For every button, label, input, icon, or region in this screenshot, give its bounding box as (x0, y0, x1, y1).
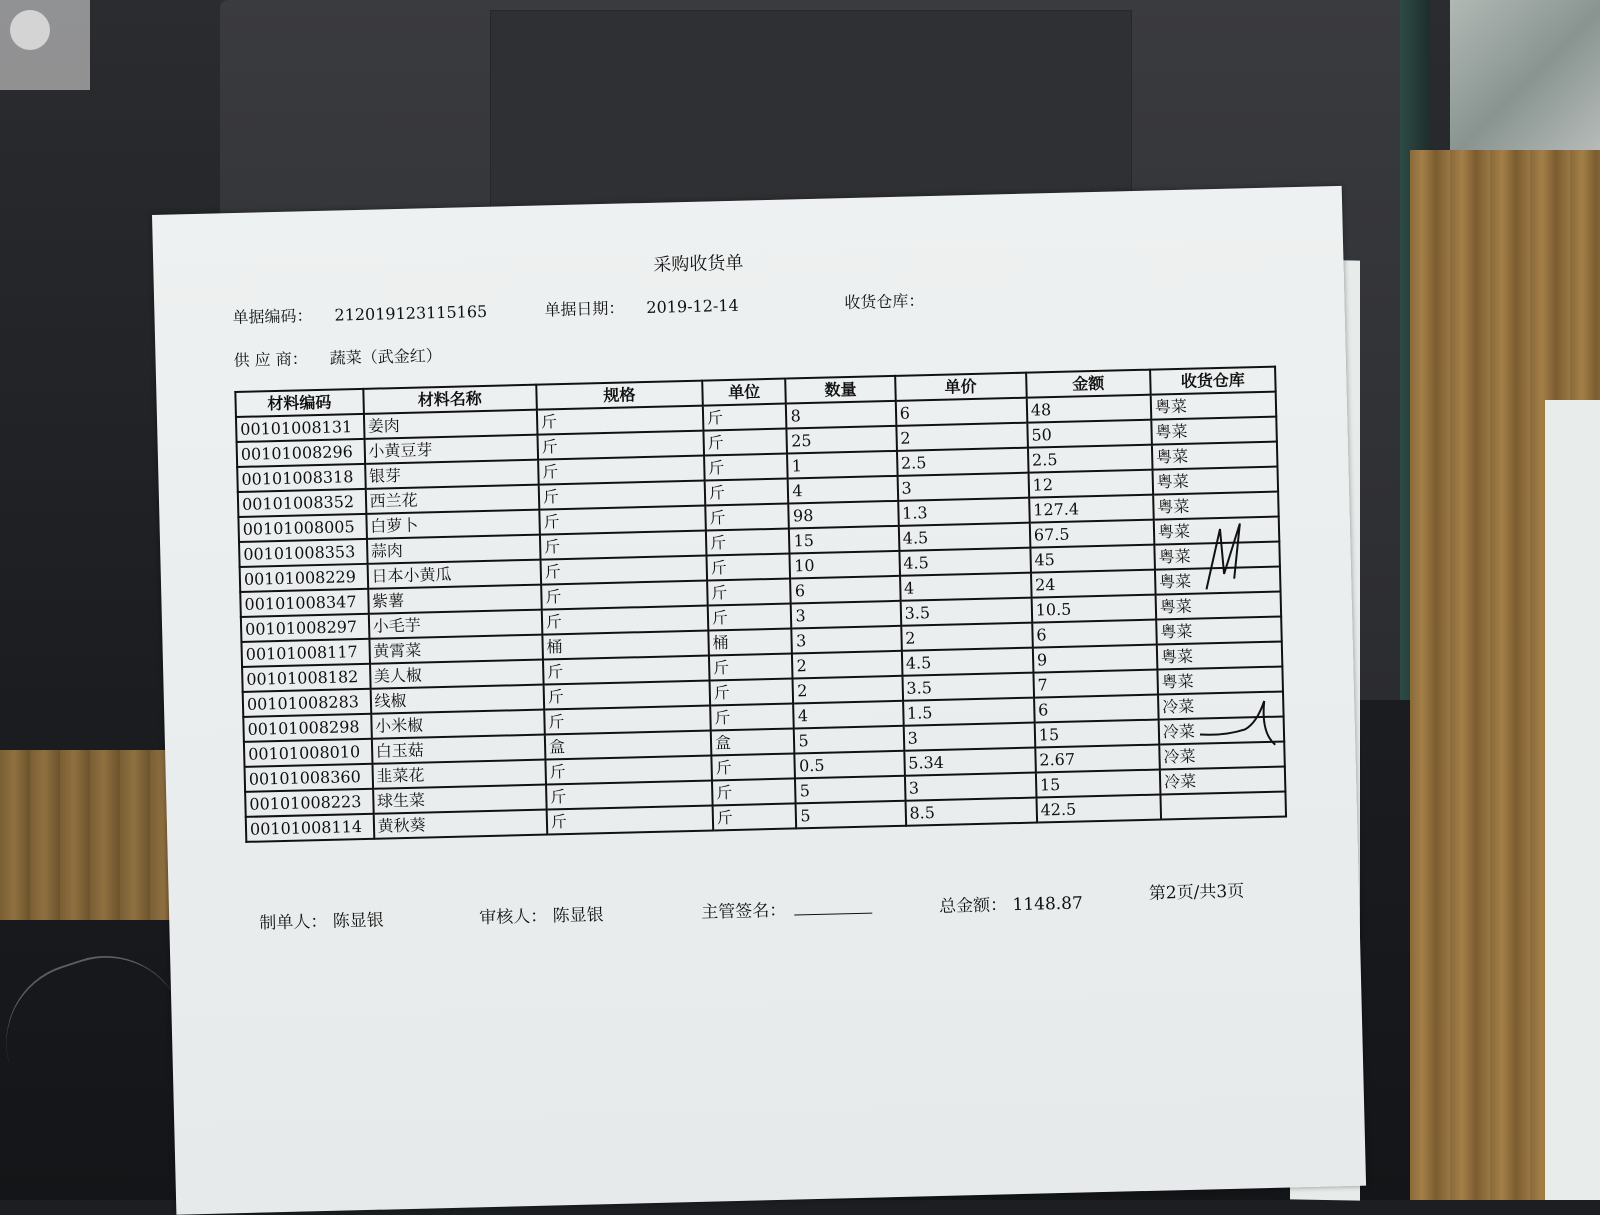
cell-price: 6 (895, 398, 1027, 426)
cell-price: 1.5 (903, 698, 1035, 726)
cell-qty: 98 (789, 501, 899, 529)
cell-warehouse: 冷菜 (1158, 692, 1284, 720)
cell-amount: 15 (1034, 720, 1159, 748)
supervisor-signature-line (794, 899, 872, 916)
cell-code: 00101008296 (237, 439, 365, 467)
cell-unit: 斤 (708, 604, 792, 631)
cell-unit: 斤 (706, 554, 790, 581)
cell-qty: 15 (789, 526, 899, 554)
cell-warehouse: 粤菜 (1155, 592, 1281, 620)
cell-name: 小黄豆芽 (364, 435, 538, 464)
wood-surface-left (0, 750, 175, 920)
cell-code: 00101008005 (238, 514, 366, 542)
doc-number: 212019123115165 (334, 301, 488, 325)
cell-warehouse: 粤菜 (1155, 567, 1281, 595)
header-spec: 规格 (536, 381, 703, 410)
supplier-label: 供 应 商： (233, 349, 308, 371)
cell-spec: 斤 (540, 531, 707, 560)
cell-name: 小米椒 (371, 710, 545, 739)
cell-unit: 斤 (712, 778, 796, 805)
reviewer-label: 审核人： (479, 906, 548, 929)
cell-unit: 斤 (711, 753, 795, 780)
cell-warehouse: 粤菜 (1151, 417, 1277, 445)
cell-name: 黄秋葵 (373, 810, 547, 839)
cell-qty: 6 (791, 576, 901, 604)
cell-code: 00101008360 (245, 764, 373, 792)
cell-price: 4.5 (899, 548, 1031, 576)
cell-code: 00101008114 (246, 814, 374, 842)
cell-spec: 斤 (542, 606, 709, 635)
cell-amount: 127.4 (1029, 495, 1154, 523)
cell-warehouse: 粤菜 (1153, 492, 1279, 520)
cell-spec: 斤 (540, 556, 707, 585)
total-label: 总金额： (938, 895, 1008, 917)
background-corner (0, 0, 90, 90)
cell-amount: 7 (1033, 670, 1158, 698)
cell-price: 3 (905, 773, 1037, 801)
supplier-row (233, 343, 442, 371)
cell-spec: 盒 (545, 731, 712, 760)
cell-unit: 斤 (705, 479, 789, 506)
cell-spec: 斤 (543, 656, 710, 685)
doc-date-row (544, 293, 739, 321)
cell-unit: 斤 (710, 703, 794, 730)
cell-price: 3.5 (900, 598, 1032, 626)
adjacent-paper (1545, 400, 1600, 1200)
cell-warehouse: 粤菜 (1156, 617, 1282, 645)
cell-name: 日本小黄瓜 (367, 560, 541, 589)
cell-name: 西兰花 (365, 485, 539, 514)
background-knob (10, 10, 50, 50)
header-name: 材料名称 (363, 385, 537, 414)
cell-code: 00101008010 (244, 739, 372, 767)
cell-price: 5.34 (904, 748, 1036, 776)
cell-unit: 斤 (703, 404, 787, 431)
cell-qty: 2 (792, 651, 902, 679)
cell-qty: 1 (787, 451, 897, 479)
cell-spec: 斤 (539, 506, 706, 535)
cell-spec: 斤 (544, 706, 711, 735)
cell-spec: 斤 (537, 406, 704, 435)
cell-price: 2.5 (897, 448, 1029, 476)
header-unit: 单位 (702, 379, 786, 406)
total-row (939, 888, 1083, 917)
cell-spec: 斤 (538, 456, 705, 485)
cell-spec: 斤 (543, 681, 710, 710)
cell-qty: 5 (795, 776, 905, 804)
cell-qty: 5 (794, 726, 904, 754)
cell-name: 姜肉 (364, 410, 538, 439)
cell-code: 00101008297 (241, 614, 369, 642)
cell-spec: 斤 (547, 805, 714, 834)
doc-number-label: 单据编码： (232, 306, 313, 328)
cell-amount: 2.5 (1028, 445, 1153, 473)
cell-spec: 斤 (541, 581, 708, 610)
cell-warehouse: 粤菜 (1157, 667, 1283, 695)
cell-qty: 4 (794, 701, 904, 729)
header-qty: 数量 (786, 376, 896, 404)
cell-warehouse: 冷菜 (1159, 717, 1285, 745)
cell-qty: 3 (791, 601, 901, 629)
cell-amount: 9 (1033, 645, 1158, 673)
cell-unit: 斤 (709, 678, 793, 705)
reviewer-name: 陈显银 (552, 905, 604, 927)
cell-price: 4.5 (898, 523, 1030, 551)
cell-qty: 8 (786, 401, 896, 429)
total-amount: 1148.87 (1012, 893, 1084, 916)
cell-code: 00101008318 (237, 464, 365, 492)
reviewer-row (479, 900, 604, 928)
cell-name: 球生菜 (373, 785, 547, 814)
cell-code: 00101008298 (243, 714, 371, 742)
doc-date-label: 单据日期： (544, 298, 625, 320)
cell-spec: 斤 (546, 780, 713, 809)
cell-warehouse: 粤菜 (1151, 392, 1277, 420)
document-title: 采购收货单 (653, 252, 744, 276)
cell-code: 00101008117 (241, 639, 369, 667)
supplier-name: 蔬菜（武金红） (329, 345, 442, 368)
cell-warehouse: 粤菜 (1154, 517, 1280, 545)
cell-unit: 桶 (708, 628, 792, 655)
cell-amount: 42.5 (1036, 795, 1161, 823)
cell-price: 2 (901, 623, 1033, 651)
cell-amount: 45 (1030, 545, 1155, 573)
cell-name: 白玉菇 (371, 735, 545, 764)
cell-unit: 盒 (711, 728, 795, 755)
doc-date: 2019-12-14 (646, 295, 739, 317)
cell-name: 黄霄菜 (369, 635, 543, 664)
cell-price: 3.5 (902, 673, 1034, 701)
cell-warehouse: 粤菜 (1154, 542, 1280, 570)
cell-code: 00101008353 (239, 539, 367, 567)
cell-unit: 斤 (705, 504, 789, 531)
receipt-paper (152, 186, 1366, 1215)
cell-name: 美人椒 (370, 660, 544, 689)
handwritten-signature-mark (1185, 518, 1257, 600)
cell-unit: 斤 (706, 529, 790, 556)
cell-qty: 3 (792, 626, 902, 654)
cell-unit: 斤 (712, 803, 796, 830)
cell-amount: 2.67 (1035, 745, 1160, 773)
cell-price: 3 (897, 473, 1029, 501)
page-info: 第2页/共3页 (1148, 881, 1245, 904)
header-price: 单价 (895, 373, 1027, 401)
cell-qty: 0.5 (795, 751, 905, 779)
cell-code: 00101008352 (238, 489, 366, 517)
cell-price: 2 (896, 423, 1028, 451)
cell-amount: 6 (1034, 695, 1159, 723)
cell-spec: 斤 (539, 481, 706, 510)
cell-qty: 4 (788, 476, 898, 504)
material-table (234, 366, 1287, 843)
cell-amount: 10.5 (1031, 595, 1156, 623)
cell-amount: 15 (1036, 770, 1161, 798)
cell-warehouse: 粤菜 (1152, 442, 1278, 470)
cell-spec: 斤 (545, 755, 712, 784)
maker-label: 制单人： (259, 911, 328, 934)
cell-amount: 67.5 (1030, 520, 1155, 548)
header-amount: 金额 (1026, 370, 1151, 398)
cell-price: 3 (903, 723, 1035, 751)
cell-amount: 50 (1027, 420, 1152, 448)
cell-name: 紫薯 (368, 585, 542, 614)
cell-qty: 10 (790, 551, 900, 579)
cell-code: 00101008283 (243, 689, 371, 717)
cell-warehouse: 粤菜 (1152, 467, 1278, 495)
warehouse-label: 收货仓库： (844, 291, 925, 313)
cell-code: 00101008347 (240, 589, 368, 617)
cell-name: 白萝卜 (366, 510, 540, 539)
cell-code: 00101008131 (236, 414, 364, 442)
handwritten-check-mark (1194, 692, 1285, 754)
cell-unit: 斤 (709, 653, 793, 680)
cell-amount: 48 (1027, 395, 1152, 423)
cell-warehouse: 粤菜 (1157, 642, 1283, 670)
cell-warehouse: 冷菜 (1160, 766, 1286, 794)
cell-name: 韭菜花 (372, 760, 546, 789)
warehouse-row (844, 288, 925, 313)
cell-unit: 斤 (704, 454, 788, 481)
cell-qty: 25 (787, 426, 897, 454)
cell-amount: 6 (1032, 620, 1157, 648)
maker-row (259, 906, 384, 934)
cell-price: 4.5 (902, 648, 1034, 676)
cell-qty: 2 (793, 676, 903, 704)
cell-code: 00101008229 (240, 564, 368, 592)
header-code: 材料编码 (235, 389, 363, 417)
plastic-bag (1450, 0, 1600, 170)
cell-warehouse (1160, 791, 1286, 819)
cell-amount: 12 (1028, 470, 1153, 498)
cell-spec: 桶 (542, 631, 709, 660)
cell-name: 小毛芋 (368, 610, 542, 639)
cell-unit: 斤 (703, 429, 787, 456)
doc-number-row (232, 299, 487, 328)
cell-qty: 5 (796, 801, 906, 829)
supervisor-label: 主管签名： (700, 900, 787, 923)
header-warehouse: 收货仓库 (1150, 367, 1276, 395)
supervisor-row (701, 894, 873, 923)
cell-name: 蒜肉 (367, 535, 541, 564)
cell-amount: 24 (1031, 570, 1156, 598)
cell-price: 1.3 (898, 498, 1030, 526)
cell-code: 00101008223 (245, 789, 373, 817)
cell-code: 00101008182 (242, 664, 370, 692)
cell-name: 银芽 (365, 460, 539, 489)
maker-name: 陈显银 (332, 910, 384, 932)
cell-price: 8.5 (905, 798, 1037, 826)
cell-unit: 斤 (707, 579, 791, 606)
cell-price: 4 (900, 573, 1032, 601)
cell-spec: 斤 (537, 431, 704, 460)
cell-warehouse: 冷菜 (1159, 741, 1285, 769)
cell-name: 线椒 (370, 685, 544, 714)
